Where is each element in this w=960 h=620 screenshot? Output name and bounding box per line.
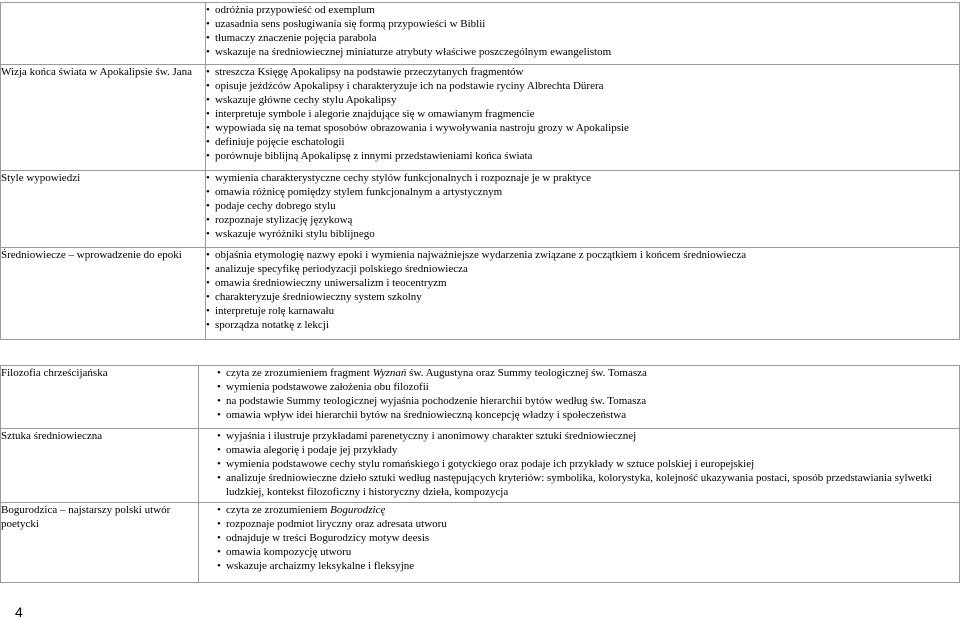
list-item: • wypowiada się na temat sposobów obrazowania i wywoływania nastroju grozy w Apokalipsie bbox=[206, 121, 959, 135]
list-item: • sporządza notatkę z lekcji bbox=[206, 318, 959, 332]
list-item: • analizuje średniowieczne dzieło sztuki według następujących kryteriów: symbolika, kolorystyka, kolejność ukazywania postaci, sposób przedstawiania sylwetki ludzkiej, kontekst filozoficzny i historyczny dzieła, kompozycja bbox=[217, 471, 959, 499]
list-item: • omawia różnicę pomiędzy stylem funkcjonalnym a artystycznym bbox=[206, 185, 959, 199]
list-item: • podaje cechy dobrego stylu bbox=[206, 199, 959, 213]
table-row bbox=[1, 429, 960, 503]
list-item: • omawia alegorię i podaje jej przykłady bbox=[217, 443, 959, 457]
table-row bbox=[1, 3, 960, 65]
list-item: • wymienia podstawowe założenia obu filozofii bbox=[217, 380, 959, 394]
list-item: • uzasadnia sens posługiwania się formą przypowieści w Biblii bbox=[206, 17, 959, 31]
objectives-cell bbox=[206, 248, 960, 340]
table-row bbox=[1, 171, 960, 248]
table-row bbox=[1, 503, 960, 583]
list-item: • analizuje specyfikę periodyzacji polskiego średniowiecza bbox=[206, 262, 959, 276]
list-item: • wymienia podstawowe cechy stylu romańskiego i gotyckiego oraz podaje ich przykłady w sztuce polskiej i europejskiej bbox=[217, 457, 959, 471]
objectives-cell bbox=[206, 3, 960, 65]
list-item: • odróżnia przypowieść od exemplum bbox=[206, 3, 959, 17]
list-item: • czyta ze zrozumieniem fragment Wyznań św. Augustyna oraz Summy teologicznej św. Tomasza bbox=[217, 366, 959, 380]
list-item: • objaśnia etymologię nazwy epoki i wymienia najważniejsze wydarzenia związane z początkiem i końcem średniowiecza bbox=[206, 248, 959, 262]
topic-cell: Wizja końca świata w Apokalipsie św. Jana bbox=[1, 65, 206, 171]
objectives-cell bbox=[206, 171, 960, 248]
list-item: • omawia wpływ idei hierarchii bytów na średniowieczną koncepcję władzy i społeczeństwa bbox=[217, 408, 959, 422]
list-item: • porównuje biblijną Apokalipsę z innymi przedstawieniami końca świata bbox=[206, 149, 959, 163]
list-item: • tłumaczy znaczenie pojęcia parabola bbox=[206, 31, 959, 45]
list-item: • rozpoznaje podmiot liryczny oraz adresata utworu bbox=[217, 517, 959, 531]
table-row bbox=[1, 65, 960, 171]
list-item: • wskazuje archaizmy leksykalne i fleksyjne bbox=[217, 559, 959, 573]
curriculum-table-2 bbox=[0, 365, 960, 583]
list-item: • czyta ze zrozumieniem Bogurodzicę bbox=[217, 503, 959, 517]
list-item: • rozpoznaje stylizację językową bbox=[206, 213, 959, 227]
list-item: • charakteryzuje średniowieczny system szkolny bbox=[206, 290, 959, 304]
list-item: • wymienia charakterystyczne cechy stylów funkcjonalnych i rozpoznaje je w praktyce bbox=[206, 171, 959, 185]
topic-cell: Filozofia chrześcijańska bbox=[1, 366, 199, 429]
topic-cell: Średniowiecze – wprowadzenie do epoki bbox=[1, 248, 206, 340]
objectives-cell bbox=[199, 366, 960, 429]
objectives-cell bbox=[206, 65, 960, 171]
objectives-cell bbox=[199, 429, 960, 503]
list-item: • na podstawie Summy teologicznej wyjaśnia pochodzenie hierarchii bytów według św. Tomasza bbox=[217, 394, 959, 408]
list-item: • wskazuje na średniowiecznej miniaturze atrybuty właściwe poszczególnym ewangelistom bbox=[206, 45, 959, 59]
topic-cell: Bogurodzica – najstarszy polski utwór poetycki bbox=[1, 503, 199, 583]
list-item: • omawia średniowieczny uniwersalizm i teocentryzm bbox=[206, 276, 959, 290]
topic-cell: Style wypowiedzi bbox=[1, 171, 206, 248]
list-item: • wyjaśnia i ilustruje przykładami parenetyczny i anonimowy charakter sztuki średniowiecznej bbox=[217, 429, 959, 443]
list-item: • wskazuje wyróżniki stylu biblijnego bbox=[206, 227, 959, 241]
list-item: • omawia kompozycję utworu bbox=[217, 545, 959, 559]
list-item: • wskazuje główne cechy stylu Apokalipsy bbox=[206, 93, 959, 107]
table-row bbox=[1, 248, 960, 340]
page-number: 4 bbox=[15, 604, 23, 620]
topic-cell bbox=[1, 3, 206, 65]
list-item: • interpretuje rolę karnawału bbox=[206, 304, 959, 318]
list-item: • definiuje pojęcie eschatologii bbox=[206, 135, 959, 149]
topic-cell: Sztuka średniowieczna bbox=[1, 429, 199, 503]
list-item: • opisuje jeźdźców Apokalipsy i charakteryzuje ich na podstawie ryciny Albrechta Dürera bbox=[206, 79, 959, 93]
table-row bbox=[1, 366, 960, 429]
curriculum-table-1 bbox=[0, 2, 960, 340]
list-item: • interpretuje symbole i alegorie znajdujące się w omawianym fragmencie bbox=[206, 107, 959, 121]
list-item: • streszcza Księgę Apokalipsy na podstawie przeczytanych fragmentów bbox=[206, 65, 959, 79]
objectives-cell bbox=[199, 503, 960, 583]
list-item: • odnajduje w treści Bogurodzicy motyw deesis bbox=[217, 531, 959, 545]
